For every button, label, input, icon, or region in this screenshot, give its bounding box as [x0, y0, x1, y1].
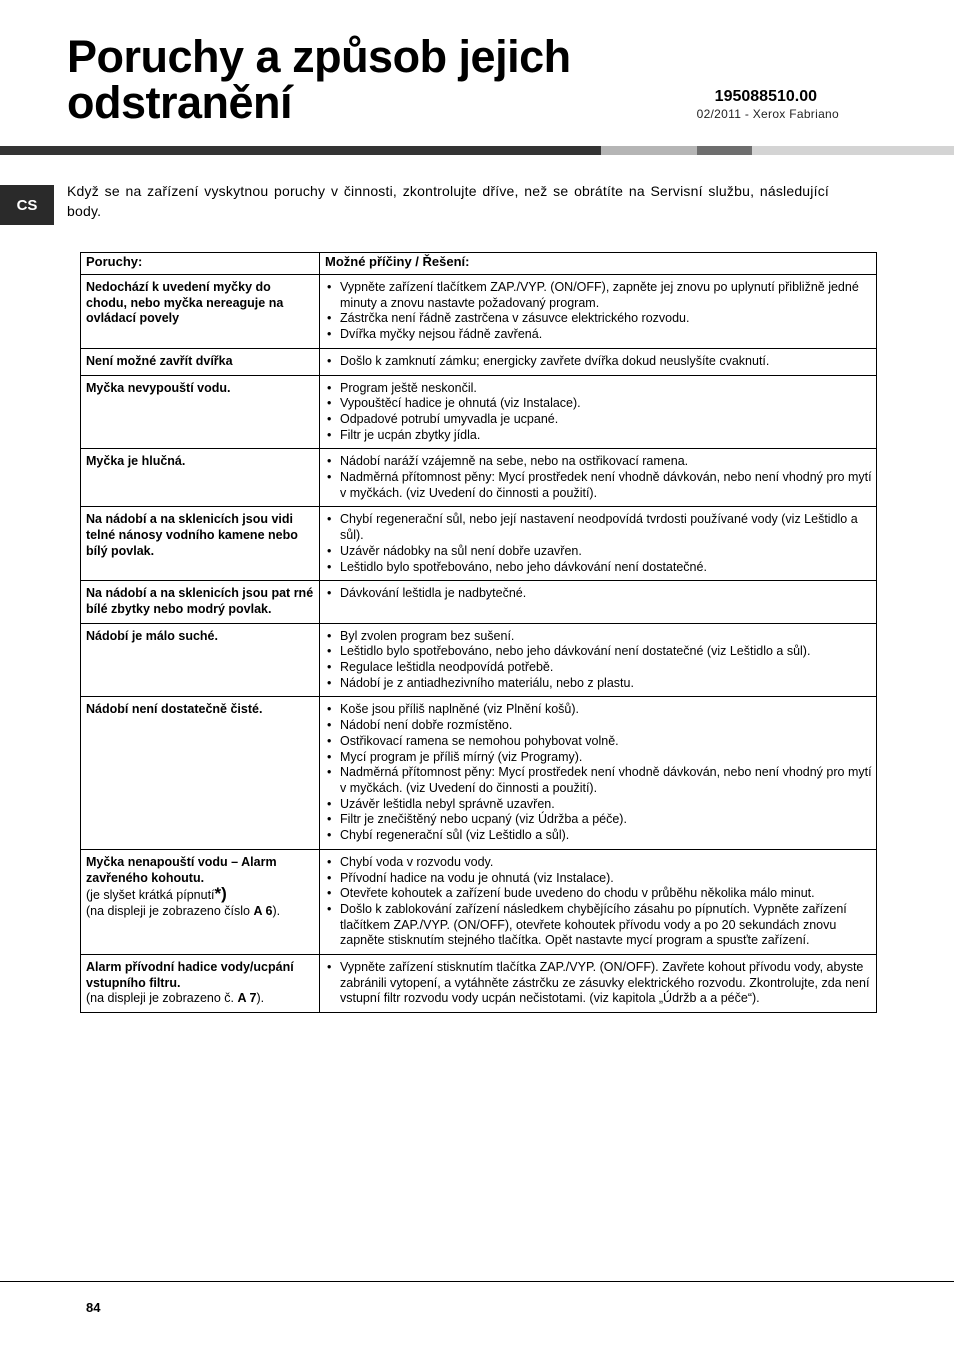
page-number: 84: [86, 1300, 101, 1315]
header-stripe-pale: [752, 146, 954, 155]
solution-cell: [320, 275, 877, 349]
header-stripe-mid: [697, 146, 752, 155]
alarm-code: A 6: [253, 903, 273, 918]
fault-title: Myčka nenapouští vodu – Alarm zavřeného kohoutu.: [86, 854, 277, 885]
cause-item: • Ostřikovací ramena se nemohou pohybovat volně.: [325, 734, 872, 750]
solution-cell: [320, 697, 877, 849]
table-row: [81, 449, 877, 507]
fault-note-beep: [86, 886, 315, 904]
fault-note-display: [86, 991, 315, 1007]
cause-item: • Nádobí je z antiadhezivního materiálu, nebo z plastu.: [325, 676, 872, 692]
fault-title: Nedochází k uvedení myčky do chodu, nebo myčka nereaguje na ovládací povely: [86, 280, 284, 326]
note-beep-text: (je slyšet krátká pípnutí: [86, 888, 215, 903]
cause-list: [325, 280, 872, 343]
page-title: [67, 31, 571, 128]
document-date: 02/2011 - Xerox Fabriano: [696, 107, 839, 121]
fault-cell: [81, 581, 320, 623]
troubleshooting-table: [80, 252, 877, 1013]
table-row: [81, 348, 877, 375]
cause-list: [325, 629, 872, 692]
table-row: [81, 275, 877, 349]
solution-cell: [320, 507, 877, 581]
cause-item: • Regulace leštidla neodpovídá potřebě.: [325, 660, 872, 676]
page-title-line1: Poruchy a způsob jejich: [67, 31, 571, 82]
table-row: [81, 507, 877, 581]
fault-title: Na nádobí a na sklenicích jsou pat rné bílé zbytky nebo modrý povlak.: [86, 586, 314, 616]
table-body: [81, 275, 877, 1013]
cause-item: • Koše jsou příliš naplněné (viz Plnění košů).: [325, 702, 872, 718]
fault-cell: [81, 275, 320, 349]
table-row: [81, 697, 877, 849]
table-header-row: [81, 253, 877, 275]
fault-title: Nádobí je málo suché.: [86, 628, 218, 643]
note-star: *): [214, 884, 227, 904]
cause-item: • Program ještě neskončil.: [325, 381, 872, 397]
cause-item: • Dávkování leštidla je nadbytečné.: [325, 586, 872, 602]
cause-list: [325, 960, 872, 1007]
cause-item: • Uzávěr leštidla nebyl správně uzavřen.: [325, 797, 872, 813]
header-faults: Poruchy:: [81, 253, 320, 275]
cause-list: [325, 381, 872, 444]
cause-list: [325, 354, 872, 370]
cause-item: • Nadměrná přítomnost pěny: Mycí prostředek není vhodně dávkován, nebo není vhodný pro mytí v myčkách. (viz Uvedení do činnosti a použití).: [325, 765, 872, 796]
cause-item: • Došlo k zablokování zařízení následkem chybějícího zásahu po pípnutích. Vypněte zařízení tlačítkem ZAP./VYP. (ON/OFF), otevřete kohoutek přívodu vody a po 20 sekundách znovu zapněte stisknutím stejného tlačítka. Opět nastavte mycí program a spusťte zařízení.: [325, 902, 872, 949]
cause-item: • Filtr je znečištěný nebo ucpaný (viz Údržba a péče).: [325, 812, 872, 828]
solution-cell: [320, 955, 877, 1013]
cause-item: • Odpadové potrubí umyvadla je ucpané.: [325, 412, 872, 428]
cause-item: • Chybí regenerační sůl (viz Leštidlo a sůl).: [325, 828, 872, 844]
cause-item: • Nadměrná přítomnost pěny: Mycí prostředek není vhodně dávkován, nebo není vhodný pro mytí v myčkách. (viz Uvedení do činnosti a použití).: [325, 470, 872, 501]
cause-item: • Chybí regenerační sůl, nebo její nastavení neodpovídá tvrdosti používané vody (viz Leštidlo a sůl).: [325, 512, 872, 543]
fault-note-display: [86, 904, 315, 920]
table-row: [81, 581, 877, 623]
cause-item: • Byl zvolen program bez sušení.: [325, 629, 872, 645]
cause-item: • Vypněte zařízení tlačítkem ZAP./VYP. (ON/OFF), zapněte jej znovu po uplynutí přibližně jedné minuty a znovu nastavte požadovaný program.: [325, 280, 872, 311]
solution-cell: [320, 375, 877, 449]
fault-cell: [81, 449, 320, 507]
cause-item: • Leštidlo bylo spotřebováno, nebo jeho dávkování není dostatečné.: [325, 560, 872, 576]
note-display-text: (na displeji je zobrazeno č.: [86, 991, 238, 1006]
fault-cell: [81, 697, 320, 849]
document-number: 195088510.00: [714, 88, 817, 105]
fault-title: Není možné zavřít dvířka: [86, 353, 233, 368]
alarm-code: A 7: [237, 991, 257, 1006]
cause-item: • Leštidlo bylo spotřebováno, nebo jeho dávkování není dostatečné (viz Leštidlo a sůl).: [325, 644, 872, 660]
cause-list: [325, 702, 872, 843]
fault-title: Nádobí není dostatečně čisté.: [86, 702, 263, 717]
header-solutions: Možné příčiny / Řešení:: [320, 253, 877, 275]
solution-cell: [320, 449, 877, 507]
cause-item: • Vypouštěcí hadice je ohnutá (viz Instalace).: [325, 396, 872, 412]
cause-item: • Vypněte zařízení stisknutím tlačítka ZAP./VYP. (ON/OFF). Zavřete kohout přívodu vody, abyste zabránili vytopení, a vytáhněte zástrčku ze zásuvky elektrického rozvodu. Zkontrolujte, zda není vstupní filtr rozvodu vody ucpán nečistotami. (viz kapitola „Údržb a a péče“).: [325, 960, 872, 1007]
fault-title: Alarm přívodní hadice vody/ucpání vstupního filtru.: [86, 960, 294, 990]
cause-item: • Mycí program je příliš mírný (viz Programy).: [325, 750, 872, 766]
fault-title: Myčka nevypouští vodu.: [86, 380, 231, 395]
fault-title: Myčka je hlučná.: [86, 454, 186, 469]
note-display-end: ).: [272, 903, 281, 918]
note-display-end: ).: [256, 991, 265, 1006]
cause-list: [325, 512, 872, 575]
intro-text: Když se na zařízení vyskytnou poruchy v činnosti, zkontrolujte dříve, než se obrátíte na Servisní službu, následující body.: [67, 183, 829, 219]
fault-cell: [81, 507, 320, 581]
table-row: [81, 375, 877, 449]
cause-item: • Nádobí naráží vzájemně na sebe, nebo na ostřikovací ramena.: [325, 454, 872, 470]
cause-item: • Dvířka myčky nejsou řádně zavřená.: [325, 327, 872, 343]
fault-cell: [81, 375, 320, 449]
solution-cell: [320, 849, 877, 954]
cause-item: • Filtr je ucpán zbytky jídla.: [325, 428, 872, 444]
solution-cell: [320, 623, 877, 697]
fault-cell: [81, 955, 320, 1013]
solution-cell: [320, 348, 877, 375]
page-title-line2: odstranění: [67, 77, 293, 128]
note-display-text: (na displeji je zobrazeno číslo: [86, 903, 254, 918]
cause-item: • Uzávěr nádobky na sůl není dobře uzavřen.: [325, 544, 872, 560]
language-tab: CS: [0, 185, 54, 225]
fault-cell: [81, 348, 320, 375]
cause-list: [325, 586, 872, 602]
cause-item: • Otevřete kohoutek a zařízení bude uvedeno do chodu v průběhu několika málo minut.: [325, 886, 872, 902]
header-stripe-dark: [0, 146, 601, 155]
cause-item: • Nádobí není dobře rozmístěno.: [325, 718, 872, 734]
cause-item: • Došlo k zamknutí zámku; energicky zavřete dvířka dokud neuslyšíte cvaknutí.: [325, 354, 872, 370]
table-row: [81, 623, 877, 697]
cause-item: • Přívodní hadice na vodu je ohnutá (viz Instalace).: [325, 871, 872, 887]
table-row: [81, 849, 877, 954]
cause-item: • Zástrčka není řádně zastrčena v zásuvce elektrického rozvodu.: [325, 311, 872, 327]
cause-item: • Chybí voda v rozvodu vody.: [325, 855, 872, 871]
footer-divider: [0, 1281, 954, 1282]
fault-title: Na nádobí a na sklenicích jsou vidi telné nánosy vodního kamene nebo bílý povlak.: [86, 512, 298, 558]
cause-list: [325, 855, 872, 949]
solution-cell: [320, 581, 877, 623]
table-row: [81, 955, 877, 1013]
cause-list: [325, 454, 872, 501]
header-stripe-light: [601, 146, 697, 155]
fault-cell: [81, 849, 320, 954]
fault-cell: [81, 623, 320, 697]
